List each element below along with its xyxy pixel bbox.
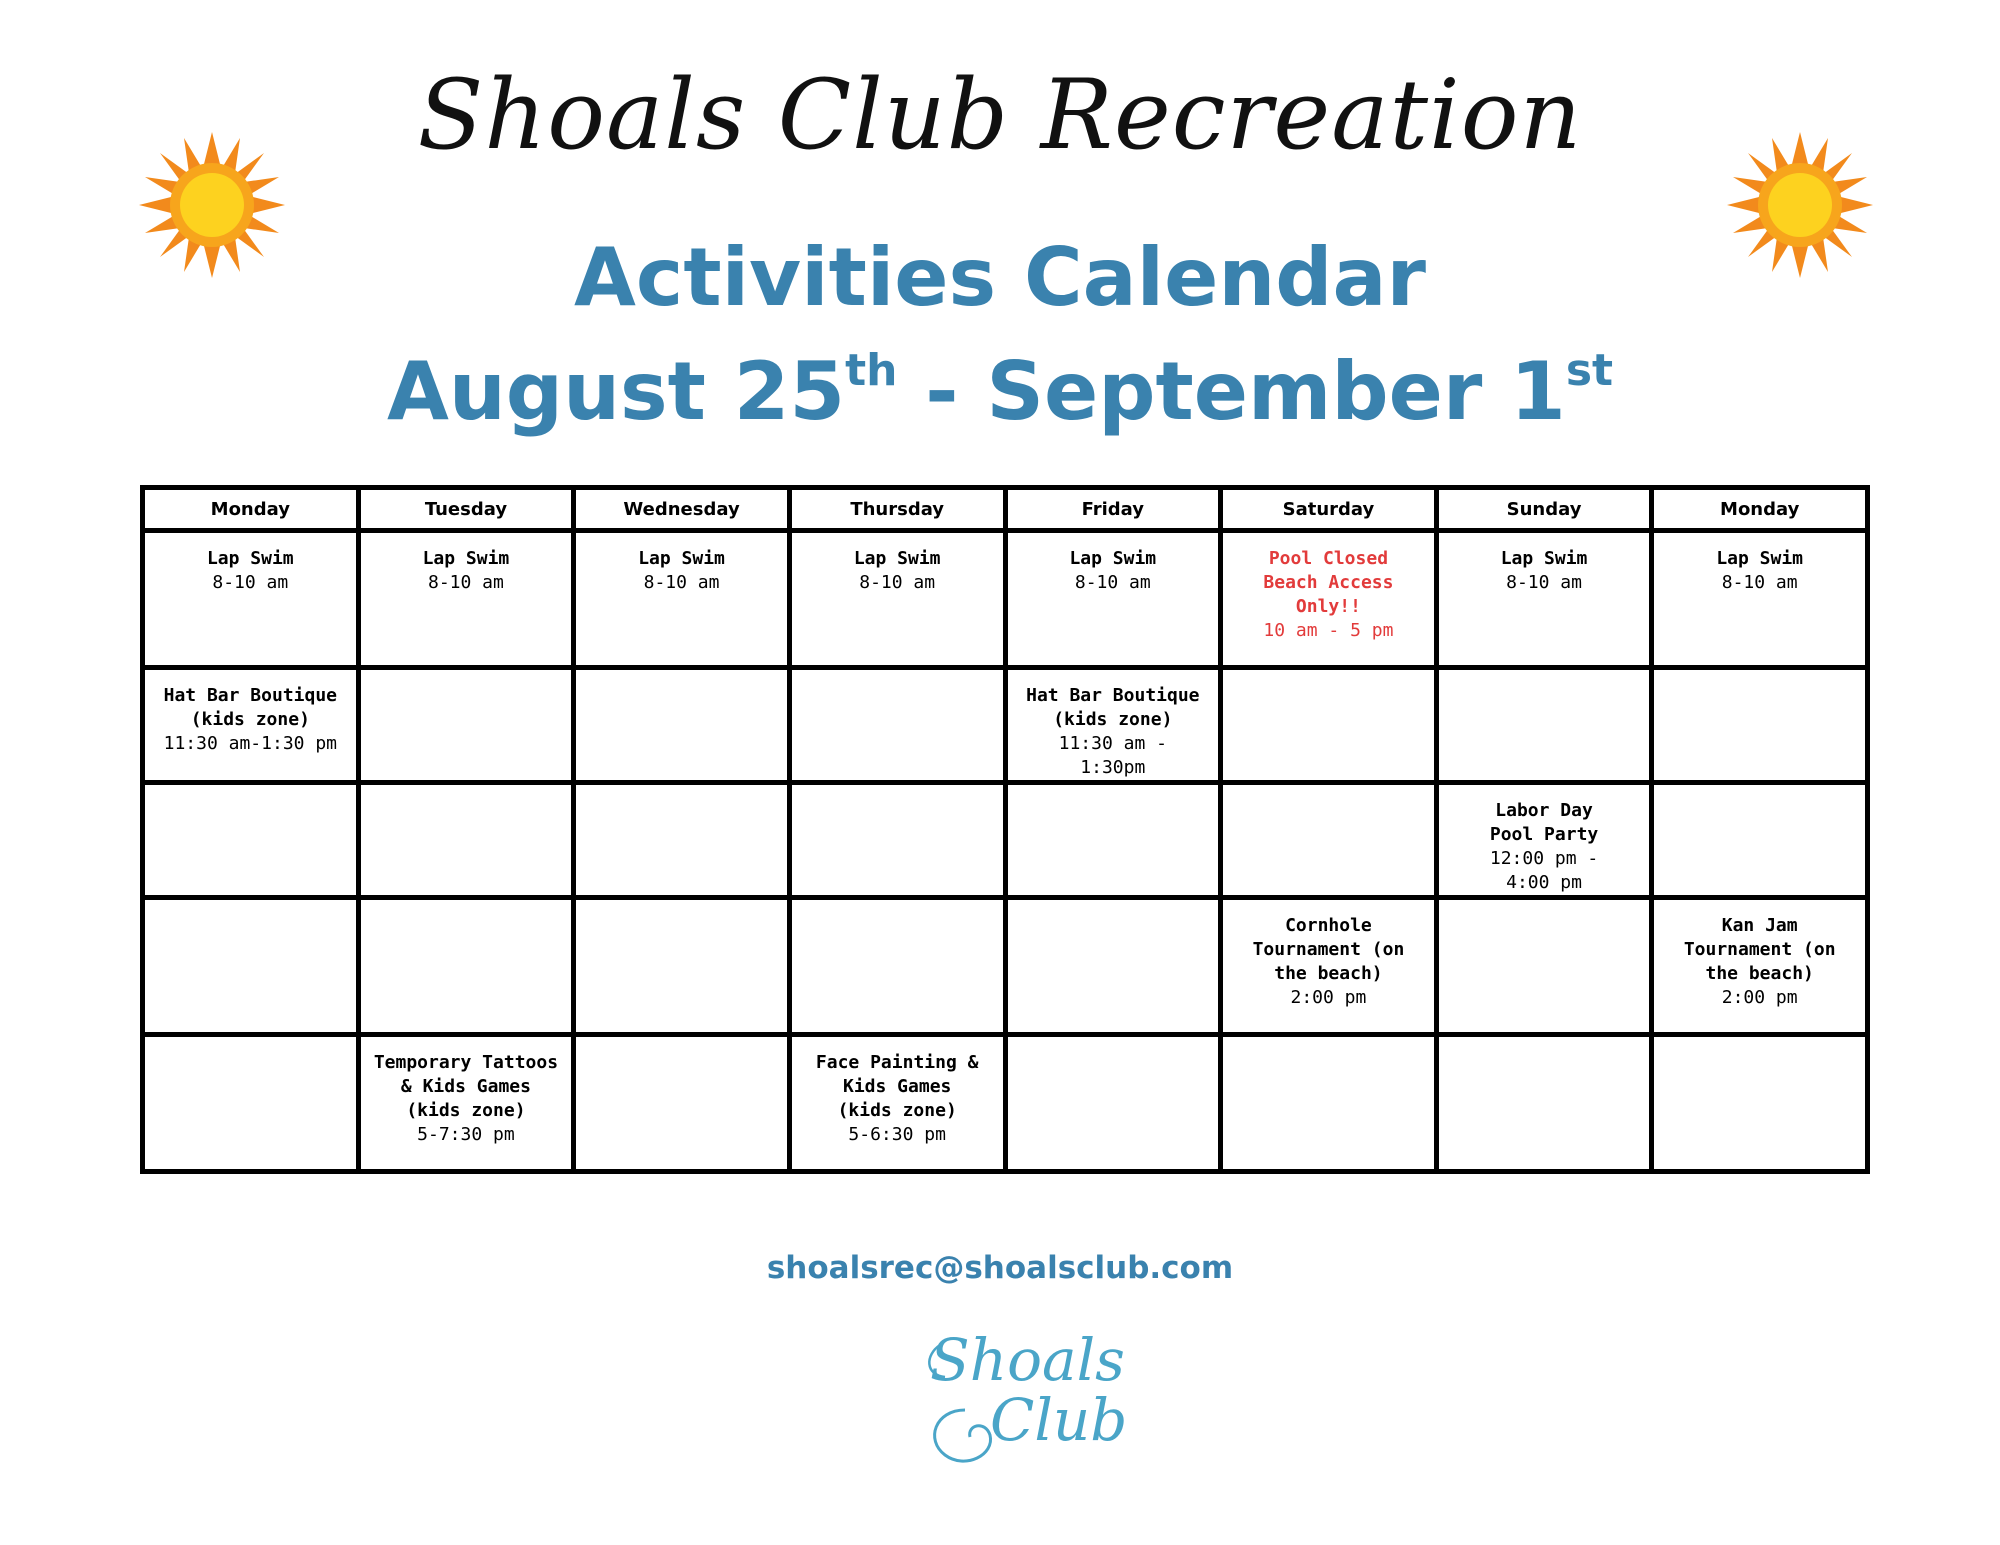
event-name: Lap Swim xyxy=(422,548,510,569)
date-separator: - xyxy=(897,345,987,438)
calendar-cell xyxy=(789,1035,1005,1172)
calendar-cell xyxy=(1436,898,1652,1035)
calendar-cell xyxy=(789,531,1005,668)
page-title: Activities Calendar xyxy=(574,231,1426,324)
calendar-cell xyxy=(574,898,790,1035)
calendar-cell xyxy=(1652,1035,1868,1172)
date-range xyxy=(0,342,2000,442)
calendar-cell xyxy=(574,668,790,783)
logo-text-shoals: Shoals xyxy=(930,1326,1125,1394)
logo-text-club: Club xyxy=(990,1386,1128,1454)
calendar-cell xyxy=(789,668,1005,783)
event-time: 8-10 am xyxy=(1721,572,1798,593)
event-name: Lap Swim xyxy=(1716,548,1804,569)
event-time: 8-10 am xyxy=(1506,572,1582,593)
event-name: Lap Swim xyxy=(206,548,294,569)
calendar-cell xyxy=(1436,1035,1652,1172)
day-header: Tuesday xyxy=(358,488,574,531)
calendar-cell xyxy=(574,783,790,898)
event-name: Hat Bar Boutique (kids zone) xyxy=(163,685,337,730)
calendar-row xyxy=(143,783,1868,898)
day-header: Monday xyxy=(1652,488,1868,531)
calendar-cell xyxy=(1652,898,1868,1035)
event-name: Lap Swim xyxy=(638,548,725,569)
calendar-cell xyxy=(1436,783,1652,898)
calendar-cell xyxy=(1221,668,1437,783)
activities-calendar-table xyxy=(140,485,1870,1174)
date-end-suffix: st xyxy=(1565,345,1614,396)
day-header: Thursday xyxy=(789,488,1005,531)
calendar-cell xyxy=(789,783,1005,898)
event-name: Labor Day Pool Party xyxy=(1489,800,1599,845)
alert-event-time: 10 am - 5 pm xyxy=(1263,620,1394,641)
event-name: Lap Swim xyxy=(1069,548,1157,569)
event-time: 11:30 am-1:30 pm xyxy=(163,733,337,754)
day-header: Monday xyxy=(143,488,359,531)
day-header-row xyxy=(143,488,1868,531)
calendar-cell xyxy=(143,898,359,1035)
calendar-cell xyxy=(358,1035,574,1172)
calendar-cell xyxy=(358,898,574,1035)
calendar-cell xyxy=(1221,898,1437,1035)
calendar-cell xyxy=(1221,531,1437,668)
day-header: Wednesday xyxy=(574,488,790,531)
date-end: September 1 xyxy=(986,345,1566,438)
calendar-cell xyxy=(143,531,359,668)
event-name: Lap Swim xyxy=(1500,548,1588,569)
event-time: 8-10 am xyxy=(212,572,289,593)
calendar-cell xyxy=(358,668,574,783)
calendar-row xyxy=(143,898,1868,1035)
event-name: Lap Swim xyxy=(853,548,941,569)
calendar-cell xyxy=(143,783,359,898)
calendar-row xyxy=(143,531,1868,668)
event-time: 8-10 am xyxy=(1074,572,1151,593)
event-time: 5-7:30 pm xyxy=(417,1124,515,1145)
calendar-cell xyxy=(574,531,790,668)
calendar-cell xyxy=(1005,783,1221,898)
event-time: 8-10 am xyxy=(643,572,720,593)
event-time: 2:00 pm xyxy=(1721,987,1798,1008)
calendar-cell xyxy=(358,531,574,668)
calendar-cell xyxy=(1436,531,1652,668)
day-header: Sunday xyxy=(1436,488,1652,531)
script-title: Shoals Club Recreation xyxy=(417,59,1583,171)
event-time: 2:00 pm xyxy=(1290,987,1367,1008)
calendar-cell xyxy=(1005,531,1221,668)
calendar-cell xyxy=(1652,783,1868,898)
event-name: Cornhole Tournament (on the beach) xyxy=(1252,915,1405,984)
date-start: August 25 xyxy=(386,345,846,438)
calendar-row xyxy=(143,668,1868,783)
calendar-cell xyxy=(574,1035,790,1172)
calendar-cell xyxy=(1436,668,1652,783)
event-time: 11:30 am - 1:30pm xyxy=(1058,733,1167,778)
event-name: Kan Jam Tournament (on the beach) xyxy=(1683,915,1836,984)
calendar-cell xyxy=(1221,783,1437,898)
calendar-cell xyxy=(1221,1035,1437,1172)
alert-event-name: Pool Closed Beach Access Only!! xyxy=(1263,548,1394,617)
day-header: Friday xyxy=(1005,488,1221,531)
calendar-cell xyxy=(1652,668,1868,783)
calendar-cell xyxy=(1005,668,1221,783)
calendar-cell xyxy=(1652,531,1868,668)
calendar-row xyxy=(143,1035,1868,1172)
event-name: Hat Bar Boutique (kids zone) xyxy=(1026,685,1200,730)
calendar-cell xyxy=(358,783,574,898)
date-start-suffix: th xyxy=(845,345,898,396)
event-time: 8-10 am xyxy=(428,572,504,593)
calendar-cell xyxy=(143,668,359,783)
day-header: Saturday xyxy=(1221,488,1437,531)
calendar-cell xyxy=(1005,1035,1221,1172)
event-time: 5-6:30 pm xyxy=(848,1124,946,1145)
calendar-cell xyxy=(789,898,1005,1035)
event-time: 8-10 am xyxy=(859,572,936,593)
event-name: Face Painting & Kids Games (kids zone) xyxy=(815,1052,979,1121)
contact-email: shoalsrec@shoalsclub.com xyxy=(766,1250,1234,1286)
calendar-cell xyxy=(1005,898,1221,1035)
event-time: 12:00 pm - 4:00 pm xyxy=(1489,848,1599,893)
calendar-cell xyxy=(143,1035,359,1172)
event-name: Temporary Tattoos & Kids Games (kids zone) xyxy=(373,1052,559,1121)
shoals-club-logo xyxy=(895,1315,1128,1480)
